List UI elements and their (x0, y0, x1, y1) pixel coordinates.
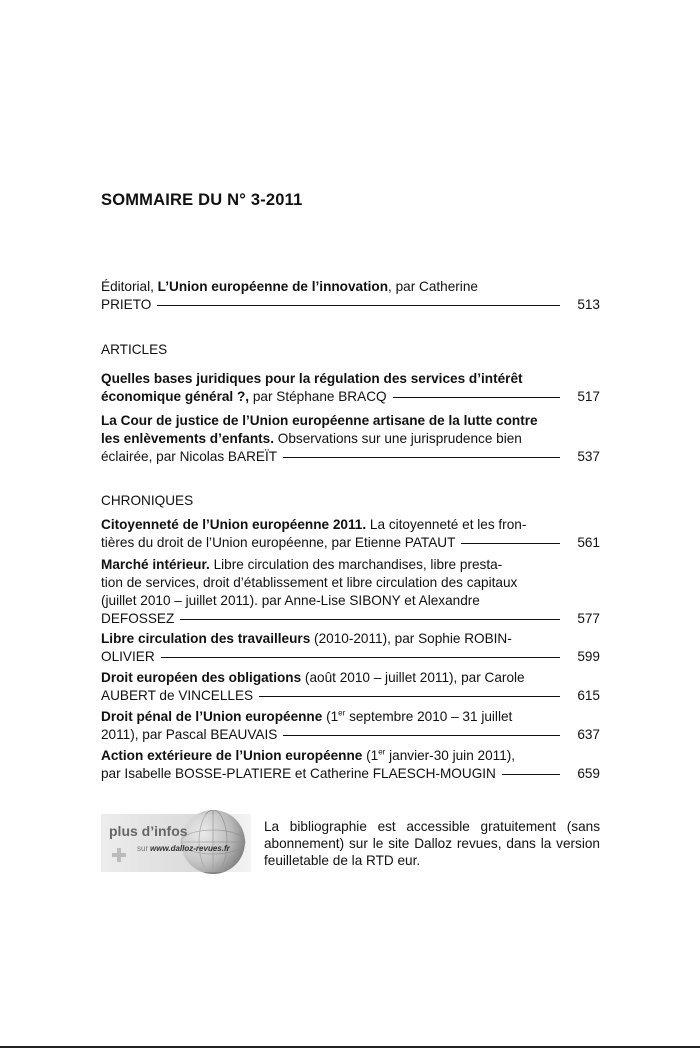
page-number: 513 (577, 297, 600, 312)
entry-title: La Cour de justice de l’Union européenne artisane de la lutte contre (101, 413, 538, 428)
entry-last-line (101, 765, 562, 783)
toc-entry-chronique[interactable] (101, 516, 600, 552)
entry-text: , par Catherine (388, 279, 478, 294)
entry-last-line (101, 610, 562, 628)
entry-text: septembre 2010 – 31 juillet (345, 709, 513, 724)
entry-line (101, 412, 562, 430)
toc-entry-editorial[interactable] (101, 278, 600, 314)
page-number: 599 (577, 649, 600, 664)
leader-line (283, 457, 560, 458)
entry-text: La citoyenneté et les fron- (366, 517, 527, 532)
leader-line (259, 696, 560, 697)
entry-author: DEFOSSEZ (101, 611, 175, 626)
page-number: 561 (577, 535, 600, 550)
ordinal-sup: er (338, 708, 346, 718)
entry-title: L’Union européenne de l’innovation (157, 279, 389, 294)
toc-entry-chronique[interactable] (101, 708, 600, 744)
entry-line: tion de services, droit d’établissement et libre circulation des capitaux (101, 575, 518, 590)
entry-line (101, 708, 562, 726)
entry-line (101, 370, 562, 388)
toc-entry-chronique[interactable] (101, 630, 600, 666)
page-number: 537 (577, 449, 600, 464)
svg-text:plus d’infos: plus d’infos (109, 823, 188, 839)
leader-line (161, 657, 560, 658)
entry-last-line (101, 726, 562, 744)
toc-entry-article[interactable] (101, 370, 600, 406)
leader-line (502, 774, 560, 775)
entry-author: 2011), par Pascal BEAUVAIS (101, 727, 278, 742)
toc-entry-chronique[interactable] (101, 669, 600, 705)
entry-prefix: Éditorial, (101, 279, 158, 294)
entry-line (101, 516, 562, 534)
entry-line (101, 430, 562, 448)
entry-title: économique général ?, (101, 389, 250, 404)
svg-text:www.dalloz-revues.fr: www.dalloz-revues.fr (150, 844, 230, 853)
entry-title: les enlèvements d’enfants. (101, 431, 275, 446)
entry-line: (juillet 2010 – juillet 2011). par Anne-Lise SIBONY et Alexandre (101, 593, 480, 608)
entry-last-line (101, 648, 562, 666)
entry-last-line (101, 687, 562, 705)
entry-author: AUBERT de VINCELLES (101, 688, 254, 703)
entry-title: Droit pénal de l’Union européenne (101, 709, 323, 724)
leader-line (393, 397, 560, 398)
entry-author: OLIVIER (101, 649, 155, 664)
leader-line (283, 735, 560, 736)
entry-author: éclairée, par Nicolas BAREÏT (101, 449, 278, 464)
entry-text: janvier-30 juin 2011), (385, 748, 516, 763)
entry-line (101, 669, 562, 687)
entry-last-line (101, 448, 562, 466)
entry-text: (1 (362, 748, 379, 763)
entry-text: Observations sur une jurisprudence bien (274, 431, 522, 446)
toc-entry-chronique[interactable] (101, 556, 600, 628)
entry-line (101, 630, 562, 648)
bibliography-note: La bibliographie est accessible gratuitement (sans abonnement) sur le site Dalloz revues, dans la version feuilletable de la RTD eur. (264, 819, 600, 868)
entry-title: Libre circulation des travailleurs (101, 631, 311, 646)
entry-author: par Isabelle BOSSE-PLATIERE et Catherine FLAESCH-MOUGIN (101, 766, 496, 781)
leader-line (180, 619, 560, 620)
page-number: 577 (577, 611, 600, 626)
svg-text:sur: sur (137, 844, 149, 853)
entry-author: par Stéphane BRACQ (249, 389, 387, 404)
bottom-rule (0, 1046, 700, 1048)
entry-title: Marché intérieur. (101, 557, 210, 572)
entry-title: Droit européen des obligations (101, 670, 302, 685)
entry-author: PRIETO (101, 297, 152, 312)
entry-line (101, 747, 562, 765)
leader-line (157, 305, 560, 306)
entry-last-line (101, 296, 562, 314)
page-number: 615 (577, 688, 600, 703)
entry-line (101, 556, 562, 574)
entry-title: Action extérieure de l’Union européenne (101, 748, 363, 763)
entry-text: (1 (322, 709, 339, 724)
section-heading-articles: ARTICLES (101, 342, 168, 357)
entry-text: Libre circulation des marchandises, libre presta- (209, 557, 503, 572)
entry-author: tières du droit de l’Union européenne, par Etienne PATAUT (101, 535, 456, 550)
entry-line (101, 278, 562, 296)
entry-text: (août 2010 – juillet 2011), par Carole (301, 670, 525, 685)
entry-title: Citoyenneté de l’Union européenne 2011. (101, 517, 367, 532)
entry-text: (2010-2011), par Sophie ROBIN- (310, 631, 512, 646)
plus-dinfos-logo[interactable] (101, 810, 251, 874)
toc-entry-chronique[interactable] (101, 747, 600, 783)
page-number: 517 (577, 389, 600, 404)
entry-last-line (101, 534, 562, 552)
toc-entry-article[interactable] (101, 412, 600, 466)
section-heading-chroniques: CHRONIQUES (101, 493, 194, 508)
entry-title: Quelles bases juridiques pour la régulation des services d’intérêt (101, 371, 523, 386)
page-number: 637 (577, 727, 600, 742)
globe-icon (101, 810, 251, 874)
leader-line (461, 543, 560, 544)
ordinal-sup: er (378, 747, 386, 757)
entry-last-line (101, 388, 562, 406)
page-title: SOMMAIRE DU N° 3-2011 (101, 191, 303, 209)
page-number: 659 (577, 766, 600, 781)
